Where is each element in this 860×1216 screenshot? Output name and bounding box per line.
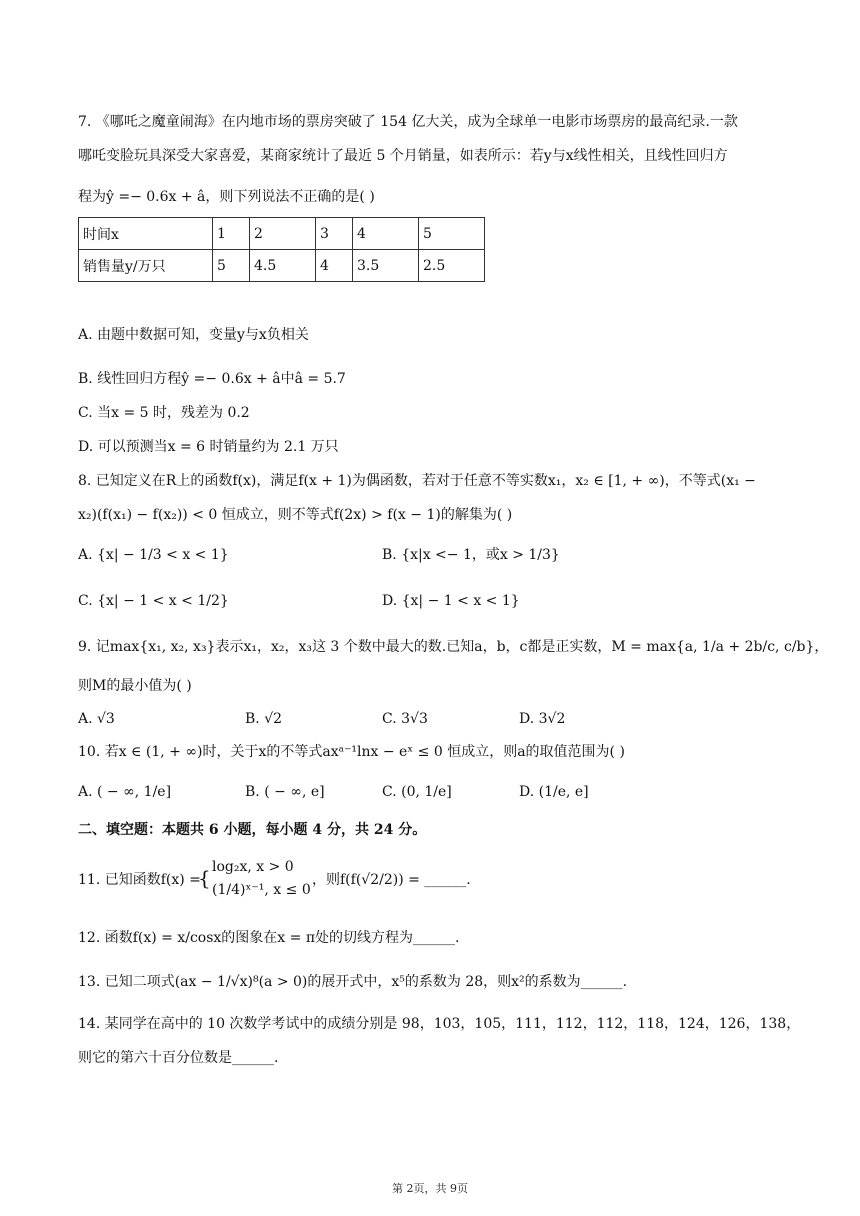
- q10-option-a: A. ( − ∞, 1/e]: [78, 784, 172, 800]
- q7-line1: 7. 《哪吒之魔童闹海》在内地市场的票房突破了 154 亿大关，成为全球单一电影市场票房的最高纪录.一款: [78, 114, 738, 130]
- q10-option-b: B. ( − ∞, e]: [245, 784, 325, 800]
- table-row: [79, 250, 485, 282]
- table-cell: 4.5: [250, 250, 316, 282]
- q10-option-c: C. (0, 1/e]: [382, 784, 452, 800]
- q8-option-b: B. {x|x <− 1，或x > 1/3}: [382, 547, 560, 563]
- table-cell: 2.5: [419, 250, 485, 282]
- q7-option-d: D. 可以预测当x = 6 时销量约为 2.1 万只: [78, 439, 339, 455]
- q11-suffix: ，则f(f(√2/2)) = ______.: [312, 872, 471, 888]
- q7-line3: 程为ŷ =− 0.6x + â，则下列说法不正确的是( ): [78, 189, 375, 205]
- brace-icon: {: [198, 866, 211, 890]
- sales-table: [78, 217, 485, 282]
- q9-line1: 9. 记max{x₁, x₂, x₃}表示x₁，x₂，x₃这 3 个数中最大的数.已知a，b，c都是正实数，M = max{a, 1/a + 2b/c, c/b}，: [78, 639, 829, 655]
- table-cell: 4: [353, 218, 419, 250]
- q9-option-d: D. 3√2: [519, 711, 566, 727]
- q11-case2: (1/4)ˣ⁻¹, x ≤ 0: [212, 882, 311, 898]
- q8-option-c: C. {x| − 1 < x < 1/2}: [78, 593, 229, 609]
- table-cell: 销售量y/万只: [79, 250, 213, 282]
- q10-line1: 10. 若x ∈ (1, + ∞)时，关于x的不等式axᵃ⁻¹lnx − eˣ ≤ 0 恒成立，则a的取值范围为( ): [78, 744, 625, 760]
- q14-line1: 14. 某同学在高中的 10 次数学考试中的成绩分别是 98，103，105，111，112，112，118，124，126，138，: [78, 1016, 801, 1032]
- q8-line1: 8. 已知定义在R上的函数f(x)，满足f(x + 1)为偶函数，若对于任意不等实数x₁，x₂ ∈ [1, + ∞)，不等式(x₁ −: [78, 473, 756, 489]
- q8-option-a: A. {x| − 1/3 < x < 1}: [78, 547, 229, 563]
- q11-prefix: 11. 已知函数f(x) =: [78, 872, 201, 888]
- q14-line2: 则它的第六十百分位数是______.: [78, 1050, 279, 1066]
- page-footer: 第 2页，共 9页: [392, 1182, 468, 1195]
- q13: 13. 已知二项式(ax − 1/√x)⁸(a > 0)的展开式中，x⁵的系数为 28，则x²的系数为______.: [78, 974, 628, 990]
- table-cell: 时间x: [79, 218, 213, 250]
- section-heading: 二、填空题：本题共 6 小题，每小题 4 分，共 24 分。: [78, 822, 427, 838]
- q8-line2: x₂)(f(x₁) − f(x₂)) < 0 恒成立，则不等式f(2x) > f(x − 1)的解集为( ): [78, 507, 513, 523]
- q10-option-d: D. (1/e, e]: [519, 784, 589, 800]
- table-cell: 3: [316, 218, 353, 250]
- table-cell: 3.5: [353, 250, 419, 282]
- table-cell: 5: [419, 218, 485, 250]
- q9-option-a: A. √3: [78, 711, 115, 727]
- q7-option-c: C. 当x = 5 时，残差为 0.2: [78, 405, 250, 421]
- table-cell: 4: [316, 250, 353, 282]
- q9-option-b: B. √2: [245, 711, 283, 727]
- table-cell: 5: [213, 250, 250, 282]
- table-cell: 1: [213, 218, 250, 250]
- q11-case1: log₂x, x > 0: [212, 859, 294, 875]
- table-cell: 2: [250, 218, 316, 250]
- q9-option-c: C. 3√3: [382, 711, 428, 727]
- table-row: [79, 218, 485, 250]
- q7-line2: 哪吒变脸玩具深受大家喜爱，某商家统计了最近 5 个月销量，如表所示：若y与x线性相关，且线性回归方: [78, 148, 728, 164]
- q7-option-a: A. 由题中数据可知，变量y与x负相关: [78, 327, 309, 343]
- q7-option-b: B. 线性回归方程ŷ =− 0.6x + â中â = 5.7: [78, 371, 346, 387]
- q8-option-d: D. {x| − 1 < x < 1}: [382, 593, 520, 609]
- q12: 12. 函数f(x) = x/cosx的图象在x = π处的切线方程为______.: [78, 930, 460, 946]
- q9-line2: 则M的最小值为( ): [78, 678, 192, 694]
